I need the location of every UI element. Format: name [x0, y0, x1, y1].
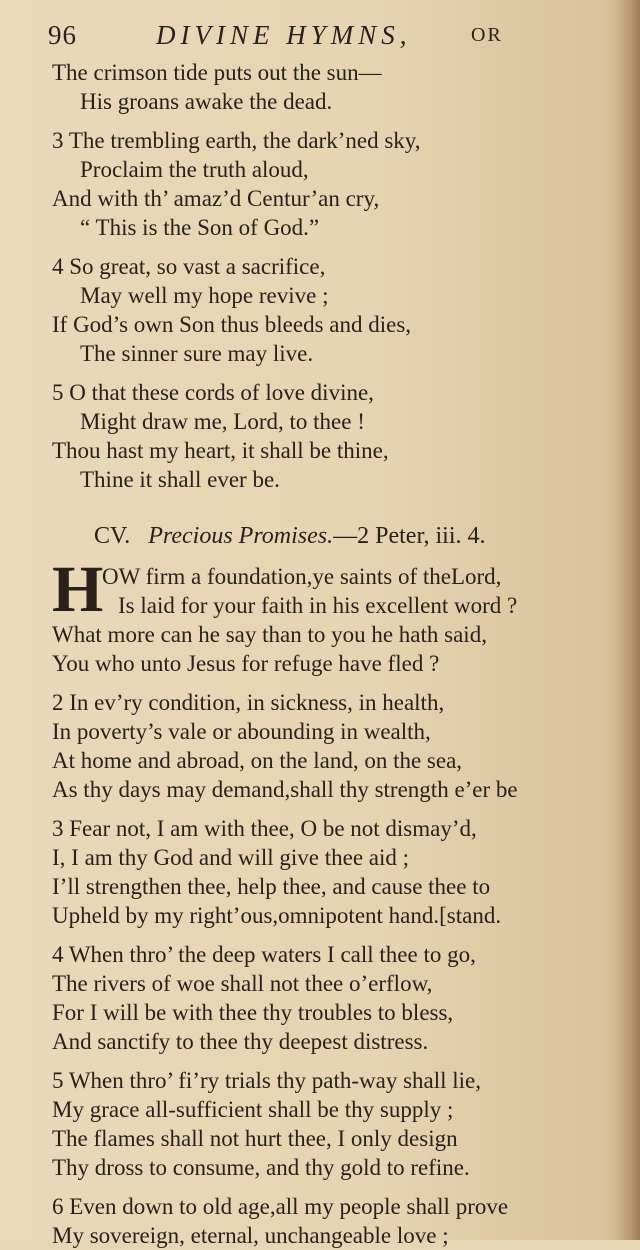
verse-line: “ This is the Son of God.”: [80, 215, 320, 240]
verse-line: OW firm a foundation,ye saints of theLord,: [102, 564, 502, 589]
verse-line: My sovereign, eternal, unchangeable love ;: [52, 1223, 449, 1248]
verse-line: At home and abroad, on the land, on the sea,: [52, 748, 463, 773]
verse-line: 4 So great, so vast a sacrifice,: [52, 254, 326, 279]
verse-line: 5 When thro’ fi’ry trials thy path-way shall lie,: [52, 1068, 482, 1093]
verse-line: Thou hast my heart, it shall be thine,: [52, 438, 389, 463]
verse-line: Is laid for your faith in his excellent word ?: [118, 593, 518, 618]
hymn-reference: —2 Peter, iii. 4.: [333, 523, 486, 549]
verse-line: May well my hope revive ;: [80, 283, 329, 308]
verse-line: Proclaim the truth aloud,: [80, 157, 309, 182]
stanza-1: [52, 553, 618, 678]
verse-line: The sinner sure may live.: [80, 341, 314, 366]
page-number: 96: [48, 20, 77, 50]
verse-line: 4 When thro’ the deep waters I call thee to go,: [52, 942, 476, 967]
verse-line: Thy dross to consume, and thy gold to refine.: [52, 1155, 470, 1180]
verse-line: 3 Fear not, I am with thee, O be not dismay’d,: [52, 816, 477, 841]
verse-line: And sanctify to thee thy deepest distress.: [52, 1029, 429, 1054]
running-title-suffix: OR: [471, 24, 503, 46]
verse-line: Upheld by my right’ous,omnipotent hand.[stand.: [52, 903, 502, 928]
page-body: [52, 58, 618, 1250]
hymn-title: Precious Promises.: [148, 523, 334, 549]
verse-line: Might draw me, Lord, to thee !: [80, 409, 365, 434]
verse-line: For I will be with thee thy troubles to bless,: [52, 1000, 454, 1025]
verse-line: You who unto Jesus for refuge have fled ?: [52, 651, 440, 676]
verse-line: His groans awake the dead.: [80, 89, 333, 114]
verse-line: If God’s own Son thus bleeds and dies,: [52, 312, 412, 337]
verse-line: Thine it shall ever be.: [80, 467, 280, 492]
verse-line: My grace all-sufficient shall be thy supply ;: [52, 1097, 454, 1122]
verse-line: I’ll strengthen thee, help thee, and cause thee to: [52, 874, 491, 899]
running-header: [48, 18, 518, 52]
verse-line: 6 Even down to old age,all my people shall prove: [52, 1194, 509, 1219]
verse-line: What more can he say than to you he hath said,: [52, 622, 487, 647]
verse-line: The flames shall not hurt thee, I only design: [52, 1126, 458, 1151]
verse-line: The crimson tide puts out the sun—: [52, 60, 382, 85]
verse-line: And with th’ amaz’d Centur’an cry,: [52, 186, 380, 211]
verse-line: 3 The trembling earth, the dark’ned sky,: [52, 128, 421, 153]
verse-line: I, I am thy God and will give thee aid ;: [52, 845, 410, 870]
verse-line: 2 In ev’ry condition, in sickness, in health,: [52, 690, 445, 715]
hymn-heading: [52, 520, 618, 552]
verse-line: The rivers of woe shall not thee o’erflow,: [52, 971, 433, 996]
verse-line: In poverty’s vale or abounding in wealth,: [52, 719, 431, 744]
verse-line: 5 O that these cords of love divine,: [52, 380, 374, 405]
running-title: DIVINE HYMNS,: [156, 20, 412, 50]
hymn-number: CV.: [94, 523, 131, 549]
verse-line: As thy days may demand,shall thy strength e’er be: [52, 777, 518, 802]
drop-cap: H: [52, 553, 104, 626]
